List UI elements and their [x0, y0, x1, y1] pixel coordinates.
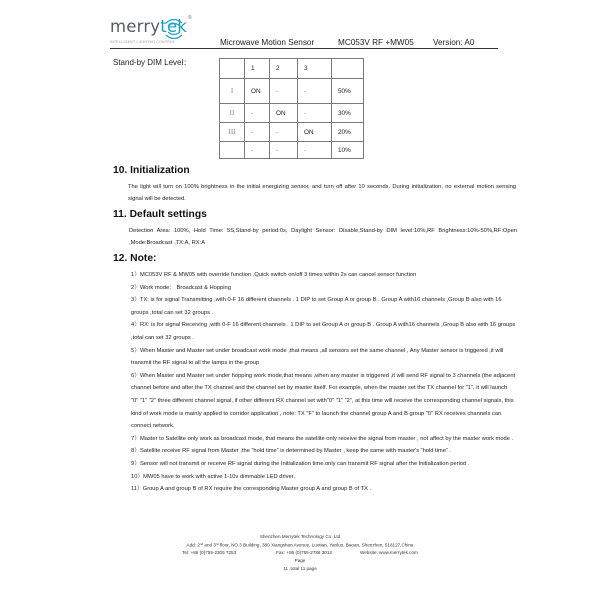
address-part: floor, NO.3 Building, 380 Xiangshan Avenue, Luotian, Yanluo, Baoan, Shenzhen, 518127,China [218, 542, 414, 548]
footer-website[interactable]: Website: www.merrytek.com [359, 550, 418, 556]
footer-company: Shenzhen Merrytek Technology Co.,Ltd [259, 534, 341, 539]
table-cell: - [245, 123, 270, 142]
table-cell: 10% [332, 142, 364, 159]
address-sup: nd [199, 541, 204, 546]
header-model: MC053V RF +MW05 [338, 38, 414, 47]
header-version: Version: A0 [433, 38, 475, 47]
table-cell: - [298, 79, 332, 104]
header-divider [110, 48, 498, 49]
note-item: 5）When Master and Master set under broadcast work mode ,that means ,all sensors set the same channel , Any Master sensor is triggered ,it will transmit the RF signal to all the lamps in the group [131, 347, 504, 367]
section-title-note: 12. Note: [113, 253, 157, 264]
note-item: 6）When Master and Master set under hopping work mode,that means ,when any master is triggered ,it will send RF signal to 3 channels (the adjacent channel before and after the TX channel and the channel set by master itself. For example, when the master set the TX channel for "1", it will launch "0" "1" "2" three different channel signal, if other different RX channel set with"0" "1" "2", at this time will receive the corresponding channel signals, this kind of work mode is mainly applied to corridor application , note: TX "F" to launch the channel group A and B group "0" RX receives channels can connect network. [131, 372, 516, 430]
table-cell: ON [270, 104, 298, 123]
table-header-cell [220, 59, 245, 79]
table-row [220, 142, 364, 159]
note-item: 2）Work mode： Broadcast & Hopping [131, 284, 231, 291]
registered-mark: ® [188, 15, 192, 21]
signal-waves-icon [162, 17, 186, 39]
logo-tagline: INTELLIGENT LIGHTING CONTROL [110, 40, 176, 44]
address-part: and 3 [203, 542, 216, 548]
table-cell: - [270, 79, 298, 104]
notes-list [131, 269, 516, 496]
footer-page-count: 11 ,total 11 page [283, 566, 317, 572]
note-item: 1）MC053V RF & MW05 with override function ,Quick switch on/off 3 times within 2s can cancel sensor function [131, 272, 417, 278]
footer-contacts [100, 549, 500, 557]
table-header-cell [332, 59, 364, 79]
standby-dim-label: Stand-by DIM Level： [113, 58, 192, 67]
table-cell: - [245, 142, 270, 159]
table-cell: - [245, 104, 270, 123]
table-header-cell: 2 [270, 59, 298, 79]
address-part: Add: 2 [186, 542, 200, 548]
merrytek-logo [110, 17, 220, 49]
table-cell: III [220, 123, 245, 142]
footer-address [100, 541, 500, 549]
footer-fax: Fax: +86 (0)755-2786 3012 [276, 550, 332, 556]
note-item: 4）RX: is for signal Receiving ,with 0-F 16 different channels . 1 DIP to set Group A or group B . Group A with16 channels ,Group B also with 16 groups ,total can set 32 groups . [131, 322, 516, 341]
table-cell: I [220, 79, 245, 104]
header-product: Microwave Motion Sensor [220, 38, 315, 47]
default-settings-text: Detection Area: 100%, Hold Time: 5S,Stand-by period:0s, Daylight Sensor: Disable,Stand-by DIM level:10%,RF Brightness:10%-50%,RF:Open ,Mode:Broadcast ,TX:A, RX:A [129, 228, 517, 247]
table-cell: ON [245, 79, 270, 104]
initialization-text: The light will turn on 100% brightness in the initial energizing sensor, and turn off after 10 seconds. During initialization, no external motion sensing signal will be detected. [128, 184, 516, 203]
logo-wordmark: merrytek [110, 17, 188, 36]
section-title-default-settings: 11. Default settings [113, 209, 207, 220]
table-header-cell: 3 [298, 59, 332, 79]
note-item: 10）MW05 have to work with active 1-10v dimmable LED driver. [131, 473, 295, 480]
table-cell: ON [298, 123, 332, 142]
table-cell [220, 142, 245, 159]
section-title-initialization: 10. Initialization [113, 165, 190, 176]
address-sup: rd [215, 541, 219, 546]
table-cell: II [220, 104, 245, 123]
table-row [220, 104, 364, 123]
page-footer [100, 533, 500, 573]
table-cell: - [298, 142, 332, 159]
note-item: 11）Group A and group B of RX require the corresponding Master group A and group B of TX . [131, 486, 372, 493]
table-cell: - [298, 104, 332, 123]
note-item: 7）Master to Satellite only work as broadcast mode, that means the satellite only receive the signal from master , not affect by the master work mode . [131, 435, 514, 442]
table-cell: 30% [332, 104, 364, 123]
note-item: 3）TX: is for signal Transmitting ,with 0-F 16 different channels . 1 DIP to set Group A or group B . Group A with16 channels ,Group B also with 16 groups ,total can set 32 groups . [131, 297, 502, 316]
table-cell: - [270, 142, 298, 159]
table-cell: 20% [332, 123, 364, 142]
table-cell: 50% [332, 79, 364, 104]
footer-tel: Tel: +86 (0)755-2305 7253 [182, 550, 237, 556]
table-header-cell: 1 [245, 59, 270, 79]
note-item: 8）Satellite receive RF signal from Master ,the “hold time” is determined by Master , keep the same with master's “hold time” . [131, 448, 452, 455]
note-item: 9）Sensor will not transmit or receive RF signal during the Initialization time.only can transmit RF signal after the Initialization period . [131, 460, 470, 467]
standby-dim-table [219, 58, 364, 159]
table-header-row [220, 59, 364, 79]
footer-page-label: Page [294, 558, 306, 564]
table-row [220, 79, 364, 104]
table-row [220, 123, 364, 142]
table-cell: - [270, 123, 298, 142]
